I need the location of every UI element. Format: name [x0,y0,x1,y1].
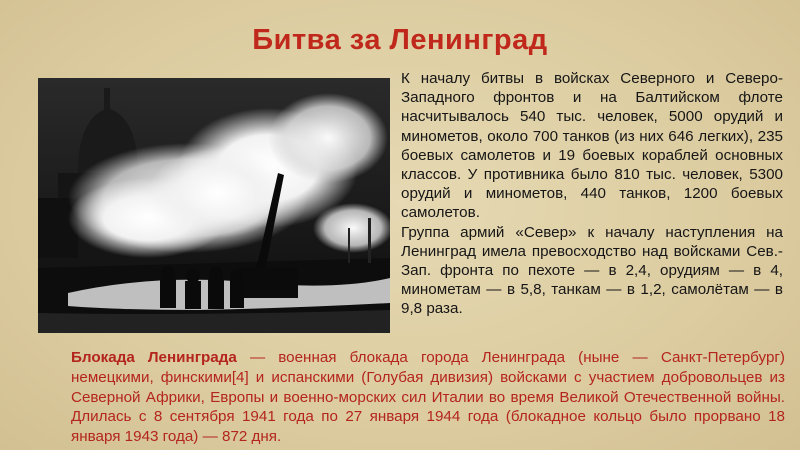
statistics-text [401,69,783,319]
historical-photo [38,78,390,333]
blockade-paragraph [71,348,785,447]
superiority-paragraph: Группа армий «Север» к началу наступления на Ленинград имела превосходство над войсками Сев.-Зап. фронта по пехоте — в 2,4, орудиям — в 4, минометам — в 5,8, танкам — в 1,2, самолётам — в 9,8 раза. [401,223,783,318]
forces-paragraph: К началу битвы в войсках Северного и Северо-Западного фронтов и на Балтийском флоте насчитывалось 540 тыс. человек, 5000 орудий и минометов, около 700 танков (из них 646 легких), 235 боевых самолетов и 19 боевых кораблей основных классов. У противника было 810 тыс. человек, 5300 орудий и минометов, 440 танков, 1200 боевых самолетов. [401,70,783,222]
blockade-text: — военная блокада города Ленинграда (ныне — Санкт-Петербург) немецкими, финскими[4] и испанскими (Голубая дивизия) войсками с участием добровольцев из Северной Африки, Европы и военно-морских сил Италии во время Великой Отечественной войны. Длилась с 8 сентября 1941 года по 27 января 1944 года (блокадное кольцо было прорвано 18 января 1943 года) — 872 дня. [71,349,785,446]
slide-title: Битва за Ленинград [252,24,548,56]
blockade-lead: Блокада Ленинграда [71,349,237,366]
